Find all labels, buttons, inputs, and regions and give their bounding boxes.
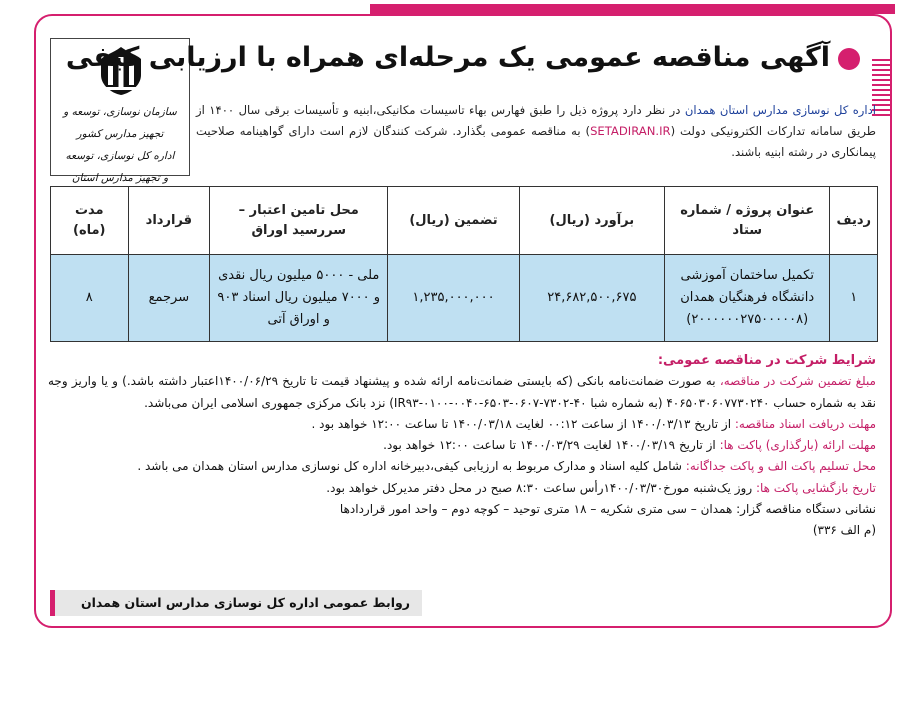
- cell-project: تکمیل ساختمان آموزشی دانشگاه فرهنگیان همدان (۲۰۰۰۰۰۰۲۷۵۰۰۰۰۰۸): [664, 255, 829, 342]
- intro-text-part2: ) به مناقصه عمومی بگذارد. شرکت کنندگان لازم است دارای گواهینامه صلاحیت پیمانکاری در رشته ابنیه باشند.: [196, 124, 876, 159]
- condition-item: [48, 456, 876, 477]
- logo-line: و تجهیز مدارس استان: [71, 172, 169, 184]
- condition-text: روز یک‌شنبه مورخ۱۴۰۰/۰۳/۳۰رأس ساعت ۸:۳۰ صبح در محل دفتر مدیرکل خواهد بود.: [326, 480, 756, 495]
- header-estimate: برآورد (ریال): [519, 187, 664, 255]
- page-title: [65, 42, 860, 73]
- header-project: عنوان پروژه / شماره ستاد: [664, 187, 829, 255]
- cell-guarantee: ۱,۲۳۵,۰۰۰,۰۰۰: [388, 255, 519, 342]
- condition-label: مبلغ تضمین شرکت در مناقصه،: [719, 374, 876, 389]
- header-duration: مدت (ماه): [51, 187, 129, 255]
- logo-line: اداره کل نوسازی، توسعه: [65, 150, 175, 162]
- table-row: [51, 255, 878, 342]
- intro-paragraph: [196, 100, 876, 163]
- intro-text-part1: در نظر دارد پروژه ذیل را طبق فهارس بهاء تاسیسات مکانیکی،ابنیه و تأسیسات برقی سال ۱۴۰۰ از طریق سامانه تدارکات الکترونیکی دولت (: [196, 103, 876, 138]
- table-header-row: [51, 187, 878, 255]
- advertisement-frame: [34, 14, 892, 628]
- conditions-heading: شرایط شرکت در مناقصه عمومی:: [657, 353, 876, 368]
- condition-label: مهلت دریافت اسناد مناقصه:: [734, 416, 876, 431]
- logo-line: سازمان نوسازی، توسعه و تجهیز مدارس کشور: [63, 106, 177, 140]
- condition-text: شامل کلیه اسناد و مدارک مربوط به ارزیابی کیفی،دبیرخانه اداره کل نوسازی مدارس استان همدان می باشد .: [137, 459, 686, 474]
- condition-text: از تاریخ ۱۴۰۰/۰۳/۱۳ از ساعت ۰۰:۱۲ لغایت ۱۴۰۰/۰۳/۱۸ تا ساعت ۱۲:۰۰ خواهد بود .: [311, 416, 735, 431]
- cell-estimate: ۲۴,۶۸۲,۵۰۰,۶۷۵: [519, 255, 664, 342]
- header-funding: محل تامین اعتبار – سررسید اوراق: [210, 187, 388, 255]
- condition-item: [48, 371, 876, 414]
- tender-table: [50, 186, 878, 342]
- condition-item: [48, 499, 876, 520]
- title-bullet-icon: [838, 48, 860, 70]
- condition-label: تاریخ بازگشایی پاکت ها:: [755, 480, 876, 495]
- header-row-number: ردیف: [830, 187, 878, 255]
- condition-item: [48, 414, 876, 435]
- cell-duration: ۸: [51, 255, 129, 342]
- condition-item: [48, 478, 876, 499]
- cell-funding: ملی - ۵۰۰۰ میلیون ریال نقدی و ۷۰۰۰ میلیون ریال اسناد ۹۰۳ و اوراق آتی: [210, 255, 388, 342]
- conditions-section: [48, 350, 876, 542]
- condition-label: محل تسلیم پاکت الف و پاکت جداگانه:: [685, 459, 876, 474]
- header-guarantee: تضمین (ریال): [388, 187, 519, 255]
- header-contract: قرارداد: [128, 187, 210, 255]
- cell-row-number: ۱: [830, 255, 878, 342]
- top-accent-bar: [370, 4, 895, 14]
- condition-text: از تاریخ ۱۴۰۰/۰۳/۱۹ لغایت ۱۴۰۰/۰۳/۲۹ تا ساعت ۱۲:۰۰ خواهد بود.: [383, 438, 720, 453]
- condition-item: [48, 520, 876, 541]
- organization-name: اداره کل نوسازی مدارس استان همدان: [684, 103, 877, 117]
- condition-text: نشانی دستگاه مناقصه گزار: همدان – سی متری شکریه – ۱۸ متری توحید – کوچه دوم – واحد امور قراردادها: [339, 502, 876, 517]
- cell-contract: سرجمع: [128, 255, 210, 342]
- condition-label: مهلت ارائه (بارگذاری) پاکت ها:: [719, 438, 876, 453]
- condition-text: (م الف ۳۳۶): [812, 523, 876, 538]
- setadiran-link[interactable]: SETADIRAN.IR: [590, 124, 671, 138]
- condition-item: [48, 435, 876, 456]
- public-relations-footer: روابط عمومی اداره کل نوسازی مدارس استان همدان: [50, 590, 422, 616]
- condition-text: به صورت ضمانت‌نامه بانکی (که بایستی ضمانت‌نامه ارائه شده و پیشنهاد قیمت تا تاریخ ۱۴۰۰/۰۶/۲۹اعتبار داشته باشد.) و یا واریز وجه نقد به شماره حساب ۴۰۶۵۰۳۰۶۰۷۷۳۰۲۴۰ (به شماره شبا ۴۰-۷۳۰۲-۰۶۰۷-۶۵۰۳-۰۰۴۰-۰۱۰۰-IR۹۳) نزد بانک مرکزی جمهوری اسلامی ایران می‌باشد.: [48, 374, 876, 410]
- title-text: آگهی مناقصه عمومی یک مرحله‌ای همراه با ارزیابی کیفی: [65, 42, 830, 73]
